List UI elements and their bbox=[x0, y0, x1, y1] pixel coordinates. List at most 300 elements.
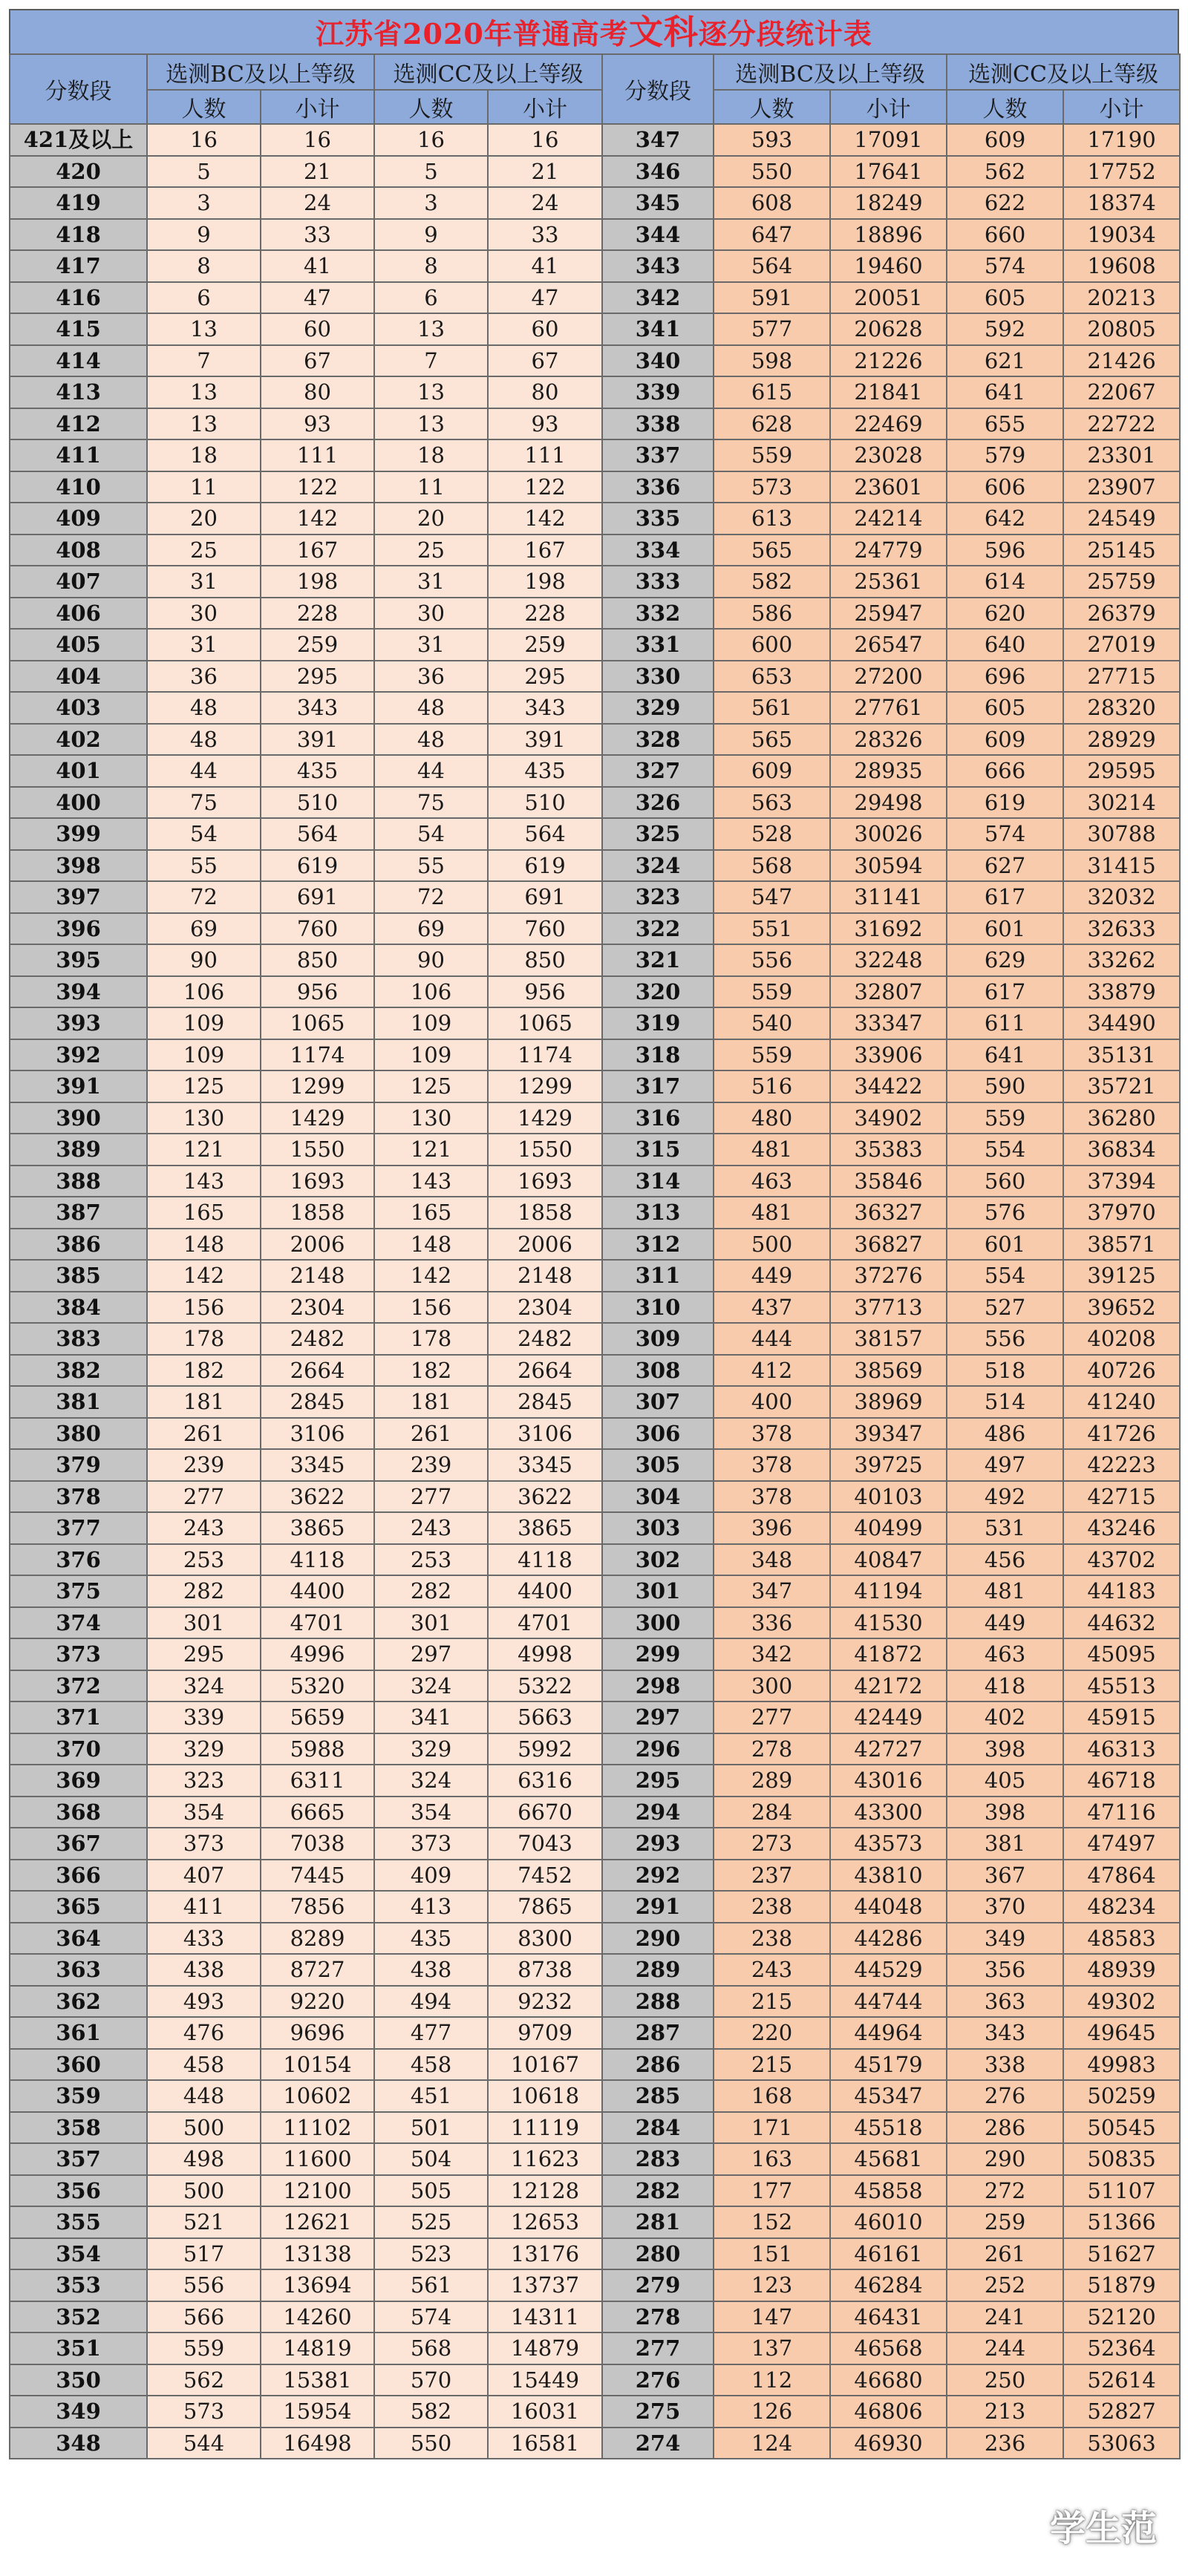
bc-subtotal-cell: 10154 bbox=[261, 2049, 374, 2081]
bc-subtotal-cell: 18249 bbox=[830, 187, 947, 219]
bc-subtotal-cell: 93 bbox=[261, 408, 374, 440]
cc-subtotal-cell: 24549 bbox=[1063, 503, 1180, 535]
cc-subtotal-cell: 7043 bbox=[488, 1828, 602, 1860]
score-cell: 365 bbox=[10, 1891, 147, 1923]
cc-subtotal-cell: 34490 bbox=[1063, 1007, 1180, 1039]
bc-subtotal-cell: 44744 bbox=[830, 1986, 947, 2018]
bc-subtotal-cell: 20628 bbox=[830, 313, 947, 345]
bc-subtotal-cell: 142 bbox=[261, 503, 374, 535]
bc-count-cell: 463 bbox=[714, 1166, 830, 1197]
cc-subtotal-cell: 1299 bbox=[488, 1070, 602, 1102]
table-row bbox=[10, 156, 1180, 188]
cc-subtotal-cell: 32633 bbox=[1063, 913, 1180, 945]
bc-subtotal-cell: 46010 bbox=[830, 2206, 947, 2238]
cc-count-cell: 574 bbox=[374, 2301, 488, 2333]
bc-subtotal-cell: 32807 bbox=[830, 976, 947, 1008]
table-row bbox=[10, 2080, 1180, 2112]
bc-count-cell: 54 bbox=[147, 818, 261, 850]
bc-count-cell: 126 bbox=[714, 2396, 830, 2428]
bc-subtotal-cell: 7038 bbox=[261, 1828, 374, 1860]
table-row bbox=[10, 1070, 1180, 1102]
cc-subtotal-cell: 5663 bbox=[488, 1701, 602, 1733]
cc-subtotal-cell: 48583 bbox=[1063, 1923, 1180, 1955]
bc-subtotal-cell: 46930 bbox=[830, 2428, 947, 2459]
cc-count-cell: 48 bbox=[374, 724, 488, 756]
cc-count-cell: 290 bbox=[947, 2143, 1063, 2175]
cc-subtotal-cell: 14311 bbox=[488, 2301, 602, 2333]
table-row bbox=[10, 1039, 1180, 1071]
bc-subtotal-cell: 167 bbox=[261, 535, 374, 566]
cc-subtotal-cell: 67 bbox=[488, 345, 602, 377]
score-cell: 302 bbox=[602, 1544, 714, 1576]
bc-subtotal-cell: 45681 bbox=[830, 2143, 947, 2175]
score-cell: 384 bbox=[10, 1292, 147, 1324]
bc-count-cell: 449 bbox=[714, 1260, 830, 1292]
cc-subtotal-cell: 21426 bbox=[1063, 345, 1180, 377]
bc-count-cell: 339 bbox=[147, 1701, 261, 1733]
bc-subtotal-cell: 1299 bbox=[261, 1070, 374, 1102]
bc-count-cell: 481 bbox=[714, 1197, 830, 1229]
bc-subtotal-cell: 1429 bbox=[261, 1102, 374, 1134]
score-cell: 334 bbox=[602, 535, 714, 566]
bc-subtotal-cell: 40847 bbox=[830, 1544, 947, 1576]
bc-subtotal-cell: 1174 bbox=[261, 1039, 374, 1071]
group-bc-header-left: 选测BC及以上等级 bbox=[147, 54, 374, 90]
bc-subtotal-cell: 619 bbox=[261, 850, 374, 882]
score-cell: 308 bbox=[602, 1355, 714, 1387]
table-row bbox=[10, 724, 1180, 756]
cc-subtotal-cell: 14879 bbox=[488, 2333, 602, 2364]
cc-count-cell: 660 bbox=[947, 219, 1063, 251]
score-cell: 357 bbox=[10, 2143, 147, 2175]
bc-count-cell: 582 bbox=[714, 566, 830, 598]
cc-count-cell: 241 bbox=[947, 2301, 1063, 2333]
cc-subtotal-cell: 48234 bbox=[1063, 1891, 1180, 1923]
cc-count-cell: 620 bbox=[947, 598, 1063, 630]
cc-count-cell: 614 bbox=[947, 566, 1063, 598]
bc-subtotal-cell: 3345 bbox=[261, 1449, 374, 1481]
bc-count-cell: 378 bbox=[714, 1449, 830, 1481]
cc-subtotal-cell: 19608 bbox=[1063, 250, 1180, 282]
cc-count-cell: 619 bbox=[947, 787, 1063, 819]
cc-count-cell: 143 bbox=[374, 1166, 488, 1197]
cc-count-cell: 617 bbox=[947, 881, 1063, 913]
bc-count-cell: 143 bbox=[147, 1166, 261, 1197]
cc-count-cell: 13 bbox=[374, 376, 488, 408]
cc-count-cell: 554 bbox=[947, 1134, 1063, 1166]
cc-subtotal-cell: 1550 bbox=[488, 1134, 602, 1166]
score-cell: 322 bbox=[602, 913, 714, 945]
bc-count-cell: 528 bbox=[714, 818, 830, 850]
cc-subtotal-cell: 80 bbox=[488, 376, 602, 408]
bc-subtotal-cell: 1550 bbox=[261, 1134, 374, 1166]
subtotal-header: 小计 bbox=[261, 90, 374, 124]
cc-subtotal-cell: 47497 bbox=[1063, 1828, 1180, 1860]
cc-subtotal-cell: 27019 bbox=[1063, 629, 1180, 661]
bc-count-cell: 412 bbox=[714, 1355, 830, 1387]
cc-count-cell: 277 bbox=[374, 1481, 488, 1513]
table-row bbox=[10, 2238, 1180, 2270]
bc-subtotal-cell: 27761 bbox=[830, 692, 947, 724]
bc-subtotal-cell: 36827 bbox=[830, 1229, 947, 1261]
score-cell: 394 bbox=[10, 976, 147, 1008]
cc-subtotal-cell: 46718 bbox=[1063, 1765, 1180, 1797]
cc-count-cell: 276 bbox=[947, 2080, 1063, 2112]
cc-subtotal-cell: 435 bbox=[488, 755, 602, 787]
score-cell: 301 bbox=[602, 1575, 714, 1607]
bc-subtotal-cell: 41194 bbox=[830, 1575, 947, 1607]
bc-count-cell: 9 bbox=[147, 219, 261, 251]
cc-count-cell: 642 bbox=[947, 503, 1063, 535]
cc-count-cell: 574 bbox=[947, 818, 1063, 850]
cc-subtotal-cell: 42715 bbox=[1063, 1481, 1180, 1513]
cc-count-cell: 449 bbox=[947, 1607, 1063, 1639]
table-row bbox=[10, 1923, 1180, 1955]
bc-subtotal-cell: 4996 bbox=[261, 1638, 374, 1670]
score-cell: 342 bbox=[602, 282, 714, 314]
bc-subtotal-cell: 17641 bbox=[830, 156, 947, 188]
bc-count-cell: 109 bbox=[147, 1039, 261, 1071]
cc-count-cell: 617 bbox=[947, 976, 1063, 1008]
score-cell: 294 bbox=[602, 1797, 714, 1828]
cc-count-cell: 165 bbox=[374, 1197, 488, 1229]
bc-subtotal-cell: 12621 bbox=[261, 2206, 374, 2238]
cc-subtotal-cell: 228 bbox=[488, 598, 602, 630]
cc-count-cell: 90 bbox=[374, 944, 488, 976]
bc-subtotal-cell: 21841 bbox=[830, 376, 947, 408]
score-cell: 376 bbox=[10, 1544, 147, 1576]
bc-count-cell: 137 bbox=[714, 2333, 830, 2364]
cc-count-cell: 451 bbox=[374, 2080, 488, 2112]
cc-count-cell: 11 bbox=[374, 471, 488, 503]
cc-count-cell: 629 bbox=[947, 944, 1063, 976]
cc-count-cell: 561 bbox=[374, 2269, 488, 2301]
score-cell: 299 bbox=[602, 1638, 714, 1670]
bc-subtotal-cell: 45179 bbox=[830, 2049, 947, 2081]
cc-count-cell: 477 bbox=[374, 2017, 488, 2049]
table-row bbox=[10, 1638, 1180, 1670]
cc-count-cell: 438 bbox=[374, 1954, 488, 1986]
cc-subtotal-cell: 30214 bbox=[1063, 787, 1180, 819]
bc-count-cell: 551 bbox=[714, 913, 830, 945]
score-cell: 329 bbox=[602, 692, 714, 724]
score-cell: 361 bbox=[10, 2017, 147, 2049]
watermark-logo: 学生范 bbox=[1049, 2508, 1157, 2549]
score-cell: 416 bbox=[10, 282, 147, 314]
cc-subtotal-cell: 51879 bbox=[1063, 2269, 1180, 2301]
score-cell: 288 bbox=[602, 1986, 714, 2018]
bc-subtotal-cell: 40103 bbox=[830, 1481, 947, 1513]
score-cell: 279 bbox=[602, 2269, 714, 2301]
cc-subtotal-cell: 391 bbox=[488, 724, 602, 756]
score-cell: 353 bbox=[10, 2269, 147, 2301]
cc-count-cell: 213 bbox=[947, 2396, 1063, 2428]
bc-count-cell: 598 bbox=[714, 345, 830, 377]
cc-count-cell: 641 bbox=[947, 376, 1063, 408]
bc-subtotal-cell: 7445 bbox=[261, 1860, 374, 1892]
score-cell: 397 bbox=[10, 881, 147, 913]
bc-subtotal-cell: 41530 bbox=[830, 1607, 947, 1639]
cc-subtotal-cell: 35131 bbox=[1063, 1039, 1180, 1071]
score-cell: 347 bbox=[602, 124, 714, 156]
score-cell: 343 bbox=[602, 250, 714, 282]
score-cell: 281 bbox=[602, 2206, 714, 2238]
cc-subtotal-cell: 35721 bbox=[1063, 1070, 1180, 1102]
score-cell: 402 bbox=[10, 724, 147, 756]
bc-count-cell: 562 bbox=[147, 2364, 261, 2396]
bc-subtotal-cell: 850 bbox=[261, 944, 374, 976]
bc-count-cell: 559 bbox=[147, 2333, 261, 2364]
cc-subtotal-cell: 8738 bbox=[488, 1954, 602, 1986]
bc-count-cell: 628 bbox=[714, 408, 830, 440]
cc-subtotal-cell: 52614 bbox=[1063, 2364, 1180, 2396]
cc-count-cell: 666 bbox=[947, 755, 1063, 787]
score-cell: 373 bbox=[10, 1638, 147, 1670]
score-cell: 356 bbox=[10, 2175, 147, 2207]
score-cell: 414 bbox=[10, 345, 147, 377]
cc-subtotal-cell: 32032 bbox=[1063, 881, 1180, 913]
bc-subtotal-cell: 46431 bbox=[830, 2301, 947, 2333]
bc-subtotal-cell: 21226 bbox=[830, 345, 947, 377]
score-cell: 401 bbox=[10, 755, 147, 787]
cc-subtotal-cell: 44183 bbox=[1063, 1575, 1180, 1607]
score-cell: 309 bbox=[602, 1323, 714, 1355]
bc-subtotal-cell: 2006 bbox=[261, 1229, 374, 1261]
bc-count-cell: 301 bbox=[147, 1607, 261, 1639]
bc-subtotal-cell: 30026 bbox=[830, 818, 947, 850]
cc-count-cell: 181 bbox=[374, 1386, 488, 1418]
bc-subtotal-cell: 28326 bbox=[830, 724, 947, 756]
bc-count-cell: 178 bbox=[147, 1323, 261, 1355]
bc-count-cell: 237 bbox=[714, 1860, 830, 1892]
score-cell: 369 bbox=[10, 1765, 147, 1797]
cc-count-cell: 36 bbox=[374, 661, 488, 693]
score-cell: 370 bbox=[10, 1733, 147, 1765]
table-row bbox=[10, 1860, 1180, 1892]
bc-count-cell: 142 bbox=[147, 1260, 261, 1292]
cc-count-cell: 55 bbox=[374, 850, 488, 882]
score-cell: 300 bbox=[602, 1607, 714, 1639]
bc-subtotal-cell: 9696 bbox=[261, 2017, 374, 2049]
cc-subtotal-cell: 10167 bbox=[488, 2049, 602, 2081]
cc-count-cell: 641 bbox=[947, 1039, 1063, 1071]
score-header-left: 分数段 bbox=[10, 54, 147, 124]
cc-subtotal-cell: 2304 bbox=[488, 1292, 602, 1324]
cc-count-cell: 609 bbox=[947, 124, 1063, 156]
score-cell: 348 bbox=[10, 2428, 147, 2459]
score-cell: 313 bbox=[602, 1197, 714, 1229]
bc-count-cell: 215 bbox=[714, 2049, 830, 2081]
cc-subtotal-cell: 52364 bbox=[1063, 2333, 1180, 2364]
score-cell: 355 bbox=[10, 2206, 147, 2238]
bc-subtotal-cell: 35383 bbox=[830, 1134, 947, 1166]
score-cell: 316 bbox=[602, 1102, 714, 1134]
bc-count-cell: 577 bbox=[714, 313, 830, 345]
bc-count-cell: 123 bbox=[714, 2269, 830, 2301]
cc-subtotal-cell: 51107 bbox=[1063, 2175, 1180, 2207]
score-cell: 409 bbox=[10, 503, 147, 535]
table-row bbox=[10, 376, 1180, 408]
bc-subtotal-cell: 17091 bbox=[830, 124, 947, 156]
subtotal-header: 小计 bbox=[488, 90, 602, 124]
score-cell: 388 bbox=[10, 1166, 147, 1197]
cc-count-cell: 286 bbox=[947, 2112, 1063, 2144]
score-cell: 392 bbox=[10, 1039, 147, 1071]
bc-count-cell: 20 bbox=[147, 503, 261, 535]
bc-count-cell: 476 bbox=[147, 2017, 261, 2049]
bc-count-cell: 521 bbox=[147, 2206, 261, 2238]
cc-subtotal-cell: 7452 bbox=[488, 1860, 602, 1892]
bc-subtotal-cell: 5320 bbox=[261, 1670, 374, 1702]
bc-subtotal-cell: 44286 bbox=[830, 1923, 947, 1955]
score-cell: 406 bbox=[10, 598, 147, 630]
cc-count-cell: 236 bbox=[947, 2428, 1063, 2459]
score-cell: 336 bbox=[602, 471, 714, 503]
score-cell: 354 bbox=[10, 2238, 147, 2270]
cc-subtotal-cell: 36280 bbox=[1063, 1102, 1180, 1134]
bc-subtotal-cell: 1065 bbox=[261, 1007, 374, 1039]
bc-subtotal-cell: 46568 bbox=[830, 2333, 947, 2364]
score-cell: 289 bbox=[602, 1954, 714, 1986]
cc-count-cell: 106 bbox=[374, 976, 488, 1008]
table-row bbox=[10, 1544, 1180, 1576]
bc-count-cell: 36 bbox=[147, 661, 261, 693]
bc-count-cell: 559 bbox=[714, 976, 830, 1008]
cc-subtotal-cell: 2006 bbox=[488, 1229, 602, 1261]
bc-count-cell: 163 bbox=[714, 2143, 830, 2175]
bc-subtotal-cell: 39725 bbox=[830, 1449, 947, 1481]
score-cell: 371 bbox=[10, 1701, 147, 1733]
table-row bbox=[10, 1481, 1180, 1513]
cc-count-cell: 13 bbox=[374, 313, 488, 345]
score-cell: 330 bbox=[602, 661, 714, 693]
cc-count-cell: 590 bbox=[947, 1070, 1063, 1102]
bc-subtotal-cell: 44964 bbox=[830, 2017, 947, 2049]
cc-count-cell: 409 bbox=[374, 1860, 488, 1892]
bc-subtotal-cell: 32248 bbox=[830, 944, 947, 976]
bc-count-cell: 500 bbox=[147, 2175, 261, 2207]
bc-count-cell: 18 bbox=[147, 439, 261, 471]
bc-subtotal-cell: 40499 bbox=[830, 1512, 947, 1544]
bc-count-cell: 220 bbox=[714, 2017, 830, 2049]
cc-count-cell: 48 bbox=[374, 692, 488, 724]
bc-count-cell: 565 bbox=[714, 535, 830, 566]
bc-subtotal-cell: 16 bbox=[261, 124, 374, 156]
bc-count-cell: 591 bbox=[714, 282, 830, 314]
group-bc-header-right: 选测BC及以上等级 bbox=[714, 54, 947, 90]
bc-subtotal-cell: 33906 bbox=[830, 1039, 947, 1071]
bc-subtotal-cell: 80 bbox=[261, 376, 374, 408]
bc-subtotal-cell: 16498 bbox=[261, 2428, 374, 2459]
bc-count-cell: 13 bbox=[147, 408, 261, 440]
table-row bbox=[10, 1007, 1180, 1039]
table-row bbox=[10, 408, 1180, 440]
cc-subtotal-cell: 10618 bbox=[488, 2080, 602, 2112]
bc-count-cell: 277 bbox=[147, 1481, 261, 1513]
table-row bbox=[10, 1166, 1180, 1197]
cc-count-cell: 301 bbox=[374, 1607, 488, 1639]
cc-count-cell: 463 bbox=[947, 1638, 1063, 1670]
bc-subtotal-cell: 11102 bbox=[261, 2112, 374, 2144]
bc-count-cell: 277 bbox=[714, 1701, 830, 1733]
cc-subtotal-cell: 2482 bbox=[488, 1323, 602, 1355]
bc-count-cell: 109 bbox=[147, 1007, 261, 1039]
score-cell: 275 bbox=[602, 2396, 714, 2428]
cc-count-cell: 3 bbox=[374, 187, 488, 219]
cc-count-cell: 523 bbox=[374, 2238, 488, 2270]
bc-subtotal-cell: 24 bbox=[261, 187, 374, 219]
cc-subtotal-cell: 510 bbox=[488, 787, 602, 819]
bc-count-cell: 517 bbox=[147, 2238, 261, 2270]
bc-count-cell: 239 bbox=[147, 1449, 261, 1481]
cc-count-cell: 13 bbox=[374, 408, 488, 440]
cc-subtotal-cell: 43246 bbox=[1063, 1512, 1180, 1544]
cc-subtotal-cell: 41 bbox=[488, 250, 602, 282]
bc-subtotal-cell: 3865 bbox=[261, 1512, 374, 1544]
score-cell: 290 bbox=[602, 1923, 714, 1955]
cc-subtotal-cell: 46313 bbox=[1063, 1733, 1180, 1765]
bc-subtotal-cell: 13694 bbox=[261, 2269, 374, 2301]
score-cell: 413 bbox=[10, 376, 147, 408]
bc-count-cell: 152 bbox=[714, 2206, 830, 2238]
table-row bbox=[10, 913, 1180, 945]
cc-count-cell: 622 bbox=[947, 187, 1063, 219]
bc-subtotal-cell: 3622 bbox=[261, 1481, 374, 1513]
bc-subtotal-cell: 38157 bbox=[830, 1323, 947, 1355]
table-row bbox=[10, 566, 1180, 598]
bc-subtotal-cell: 28935 bbox=[830, 755, 947, 787]
score-cell: 393 bbox=[10, 1007, 147, 1039]
bc-subtotal-cell: 38969 bbox=[830, 1386, 947, 1418]
score-cell: 417 bbox=[10, 250, 147, 282]
bc-count-cell: 348 bbox=[714, 1544, 830, 1576]
score-cell: 319 bbox=[602, 1007, 714, 1039]
cc-count-cell: 44 bbox=[374, 755, 488, 787]
bc-count-cell: 165 bbox=[147, 1197, 261, 1229]
cc-subtotal-cell: 9709 bbox=[488, 2017, 602, 2049]
score-cell: 378 bbox=[10, 1481, 147, 1513]
score-cell: 333 bbox=[602, 566, 714, 598]
bc-count-cell: 563 bbox=[714, 787, 830, 819]
score-cell: 377 bbox=[10, 1512, 147, 1544]
table-row bbox=[10, 2175, 1180, 2207]
bc-count-cell: 125 bbox=[147, 1070, 261, 1102]
title-part1: 江苏省2020年普通高考 bbox=[316, 17, 629, 50]
score-cell: 304 bbox=[602, 1481, 714, 1513]
score-cell: 277 bbox=[602, 2333, 714, 2364]
bc-count-cell: 500 bbox=[714, 1229, 830, 1261]
bc-subtotal-cell: 391 bbox=[261, 724, 374, 756]
cc-subtotal-cell: 28320 bbox=[1063, 692, 1180, 724]
bc-subtotal-cell: 33347 bbox=[830, 1007, 947, 1039]
score-cell: 379 bbox=[10, 1449, 147, 1481]
bc-count-cell: 609 bbox=[714, 755, 830, 787]
bc-count-cell: 448 bbox=[147, 2080, 261, 2112]
cc-count-cell: 381 bbox=[947, 1828, 1063, 1860]
cc-subtotal-cell: 111 bbox=[488, 439, 602, 471]
bc-count-cell: 498 bbox=[147, 2143, 261, 2175]
cc-subtotal-cell: 50545 bbox=[1063, 2112, 1180, 2144]
bc-count-cell: 438 bbox=[147, 1954, 261, 1986]
cc-subtotal-cell: 2148 bbox=[488, 1260, 602, 1292]
bc-subtotal-cell: 46806 bbox=[830, 2396, 947, 2428]
table-row bbox=[10, 1607, 1180, 1639]
cc-count-cell: 370 bbox=[947, 1891, 1063, 1923]
cc-count-cell: 349 bbox=[947, 1923, 1063, 1955]
bc-count-cell: 151 bbox=[714, 2238, 830, 2270]
cc-count-cell: 492 bbox=[947, 1481, 1063, 1513]
table-row bbox=[10, 1701, 1180, 1733]
